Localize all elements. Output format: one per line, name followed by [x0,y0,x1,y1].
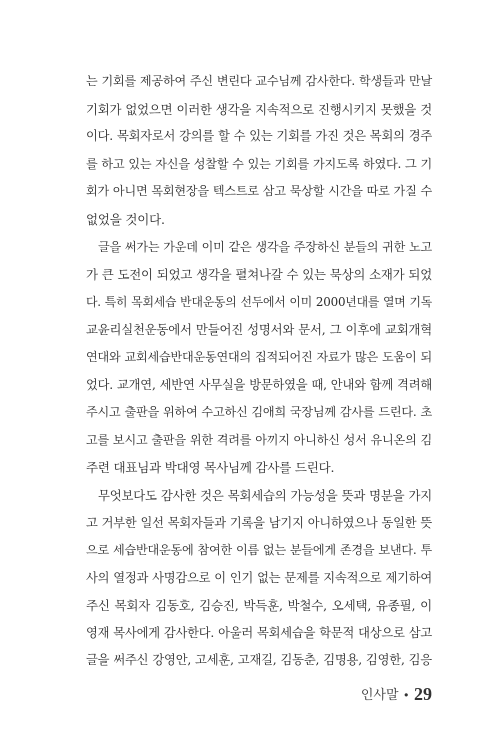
text-line: 이다. 목회자로서 강의를 할 수 있는 기회를 가진 것은 목회의 경주 [86,129,432,144]
text-line: 주련 대표님과 박대영 목사님께 감사를 드린다. [86,460,335,476]
text-line: 교윤리실천운동에서 만들어진 성명서와 문서, 그 이후에 교회개혁 [86,322,432,338]
text-line: 가 큰 도전이 되었고 생각을 펼쳐나갈 수 있는 묵상의 소재가 되었 [86,267,432,283]
page-body [86,68,432,675]
text-line: 고 거부한 일선 목회자들과 기록을 남기지 아니하였으나 동일한 뜻 [86,515,432,530]
text-line: 글을 써가는 가운데 이미 같은 생각을 주장하신 분들의 귀한 노고 [98,239,432,254]
paragraph-3 [86,482,432,675]
text-line: 연대와 교회세습반대운동연대의 집적되어진 자료가 많은 도움이 되 [86,349,432,364]
text-line: 고를 보시고 출판을 위한 격려를 아끼지 아니하신 성서 유니온의 김 [86,432,432,447]
text-line: 무엇보다도 감사한 것은 목회세습의 가능성을 뜻과 명분을 가지 [98,487,432,503]
text-line: 다. 특히 목회세습 반대운동의 선두에서 이미 2000년대를 열며 기독 [86,294,432,309]
section-title: 인사말 [360,687,399,702]
text-line: 으로 세습반대운동에 참여한 이름 없는 분들에게 존경을 보낸다. 투 [86,543,432,558]
page-footer [361,684,432,705]
text-line: 었다. 교개연, 세반연 사무실을 방문하였을 때, 안내와 함께 격려해 [86,377,432,392]
footer-separator: • [404,688,409,702]
text-line: 없었을 것이다. [86,211,165,227]
paragraph-2 [86,234,432,482]
text-line: 사의 열정과 사명감으로 이 인기 없는 문제를 지속적으로 제기하여 [86,570,432,585]
text-line: 는 기회를 제공하여 주신 변린다 교수님께 감사한다. 학생들과 만날 [86,74,432,88]
text-line: 를 하고 있는 자신을 성찰할 수 있는 기회를 가지도록 하였다. 그 기 [86,156,432,171]
text-line: 주시고 출판을 위하여 수고하신 김애희 국장님께 감사를 드린다. 초 [86,405,432,420]
text-line: 주신 목회자 김동호, 김승진, 박득훈, 박철수, 오세택, 유종필, 이 [86,598,432,614]
paragraph-1 [86,68,432,234]
text-line: 글을 써주신 강영안, 고세훈, 고재길, 김동춘, 김명용, 김영한, 김응 [86,653,432,668]
text-line: 기회가 없었으면 이러한 생각을 지속적으로 진행시키지 못했을 것 [86,101,432,117]
text-line: 회가 아니면 목회현장을 텍스트로 삼고 묵상할 시간을 따로 가질 수 [86,184,432,199]
text-line: 영재 목사에게 감사한다. 아울러 목회세습을 학문적 대상으로 삼고 [86,625,432,640]
page-number: 29 [414,684,432,704]
